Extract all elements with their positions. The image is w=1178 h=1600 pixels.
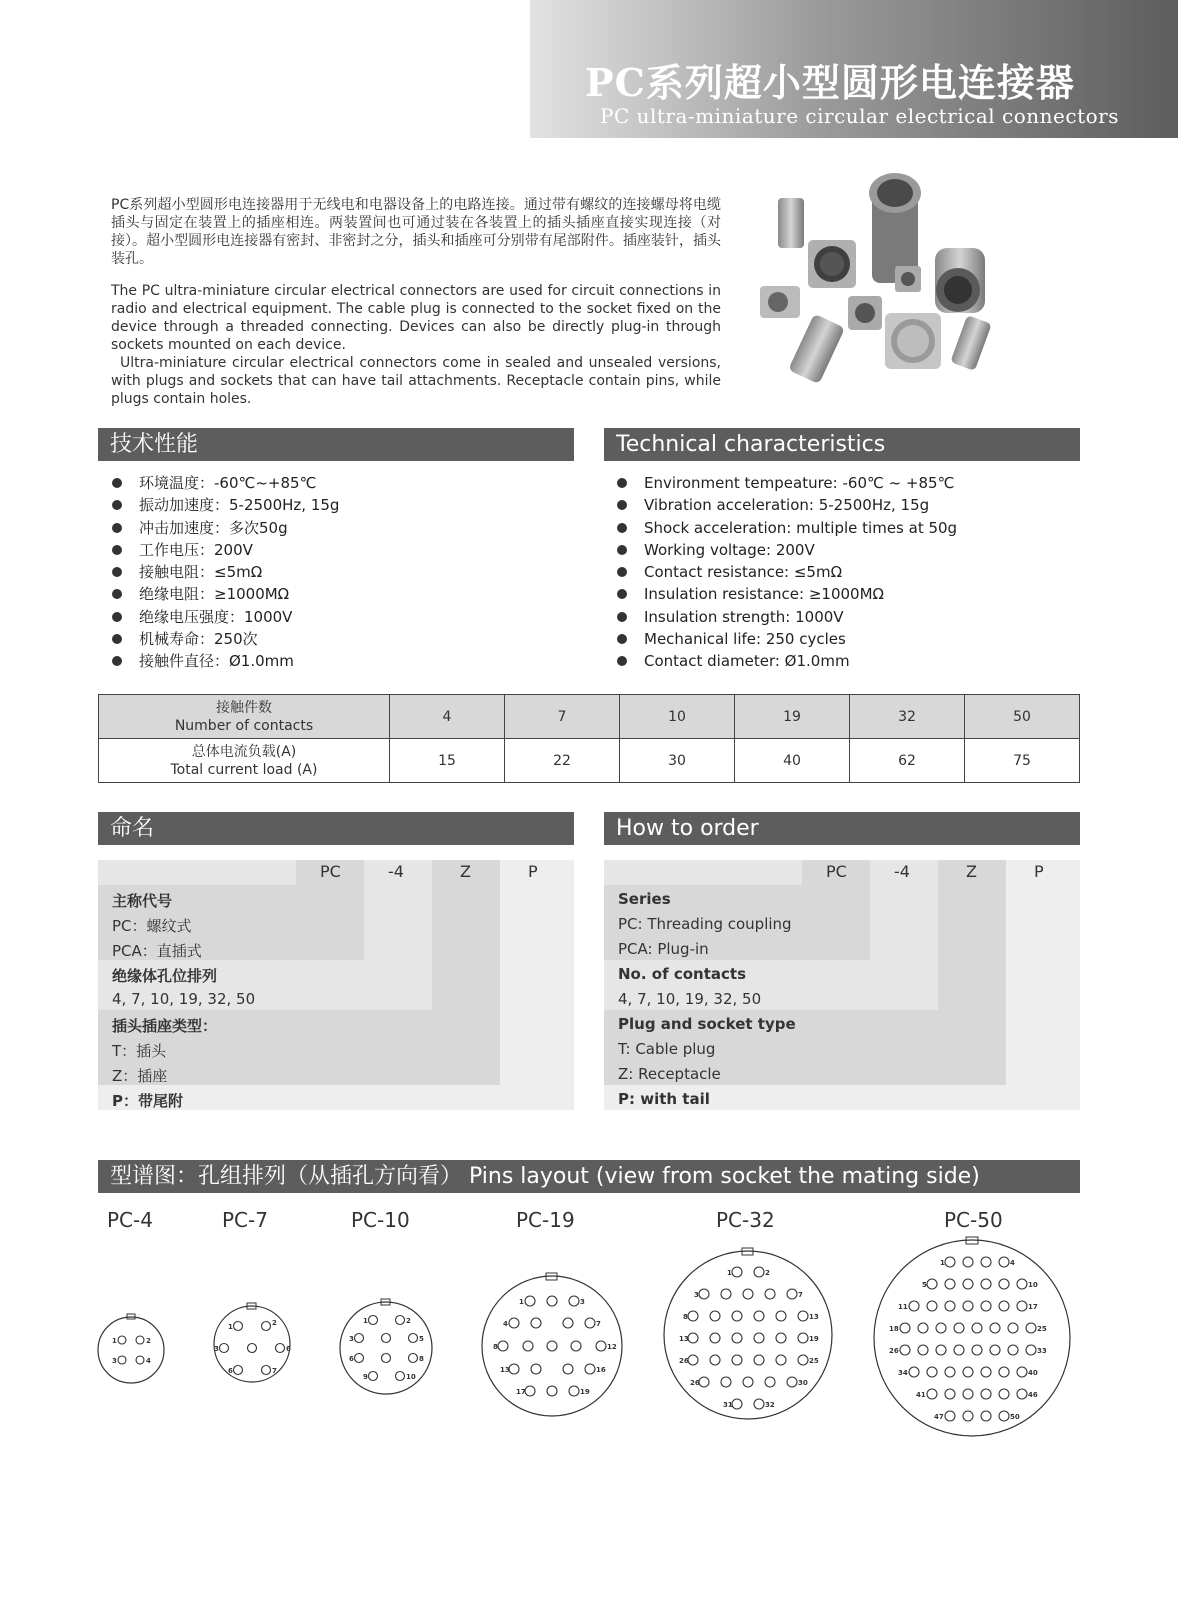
pin-holes [498,1296,606,1396]
svg-text:7: 7 [272,1367,277,1375]
order-line: 主称代号 [112,892,173,910]
order-line: 插头插座类型： [112,1017,218,1035]
order-line: T: Cable plug [618,1040,716,1058]
svg-text:26: 26 [889,1347,899,1355]
spec-item: 接触件直径：Ø1.0mm [112,650,339,672]
pin-holes [688,1267,808,1409]
order-line: 4, 7, 10, 19, 32, 50 [618,990,762,1008]
order-line: P: with tail [618,1090,710,1108]
svg-text:16: 16 [596,1366,606,1374]
svg-text:3: 3 [694,1291,699,1299]
spec-item: 工作电压：200V [112,539,339,561]
svg-text:34: 34 [898,1369,908,1377]
svg-text:19: 19 [580,1388,590,1396]
order-line: Z：插座 [112,1067,168,1085]
svg-text:41: 41 [916,1391,926,1399]
order-line: PCA：直插式 [112,942,202,960]
spec-item: 绝缘电压强度：1000V [112,606,339,628]
svg-text:2: 2 [272,1319,277,1327]
svg-text:6: 6 [349,1355,354,1363]
svg-text:3: 3 [214,1345,219,1353]
order-line: No. of contacts [618,965,746,983]
page-title: PC系列超小型圆形电连接器 [585,60,1075,105]
code-label: P [528,862,538,881]
svg-text:12: 12 [607,1343,617,1351]
svg-text:13: 13 [809,1313,819,1321]
pin-numbers [112,1259,1047,1421]
svg-text:10: 10 [1028,1281,1038,1289]
svg-text:25: 25 [809,1357,819,1365]
connector-outline [482,1276,622,1416]
naming-title-en: How to order [604,812,1080,845]
table-cell: 75 [965,739,1080,783]
layout-label: PC-50 [944,1208,1003,1232]
layout-label: PC-4 [107,1208,153,1232]
svg-text:50: 50 [1010,1413,1020,1421]
svg-text:1: 1 [727,1269,732,1277]
svg-text:47: 47 [934,1413,944,1421]
table-cell: 40 [735,739,850,783]
order-line: Z: Receptacle [618,1065,721,1083]
svg-text:2: 2 [146,1337,151,1345]
svg-text:26: 26 [679,1357,689,1365]
spec-item: 机械寿命：250次 [112,628,339,650]
svg-text:25: 25 [1037,1325,1047,1333]
tech-title-zh: 技术性能 [98,428,574,461]
spec-item: Vibration acceleration: 5-2500Hz, 15g [617,494,957,516]
svg-text:4: 4 [503,1320,508,1328]
svg-text:18: 18 [889,1325,899,1333]
svg-text:2: 2 [765,1269,770,1277]
code-label: Z [966,862,977,881]
svg-text:2: 2 [406,1317,411,1325]
intro-en-2: Ultra-miniature circular electrical connectors come in sealed and unsealed versions, with plugs and sockets that can have tail attachments. Receptacle contain pins, while plugs contain holes. [111,355,721,407]
code-label: -4 [894,862,910,881]
order-line: P：带尾附 [112,1092,183,1110]
code-label: PC [826,862,847,881]
svg-text:13: 13 [679,1335,689,1343]
table-header-cell: 接触件数 Number of contacts [99,695,390,739]
spec-item: Contact diameter: Ø1.0mm [617,650,957,672]
svg-text:1: 1 [228,1323,233,1331]
svg-text:3: 3 [580,1298,585,1306]
svg-text:1: 1 [940,1259,945,1267]
naming-title-zh: 命名 [98,812,574,845]
table-cell: 22 [505,739,620,783]
table-cell: 32 [850,695,965,739]
layout-label: PC-32 [716,1208,775,1232]
spec-item: Environment tempeature: -60℃ ~ +85℃ [617,472,957,494]
order-line: T：插头 [112,1042,167,1060]
svg-text:33: 33 [1037,1347,1047,1355]
spec-item: 接触电阻：≤5mΩ [112,561,339,583]
svg-text:40: 40 [1028,1369,1038,1377]
connector-outline [874,1240,1070,1436]
svg-text:30: 30 [798,1379,808,1387]
svg-text:5: 5 [419,1335,424,1343]
code-label: PC [320,862,341,881]
svg-text:7: 7 [596,1320,601,1328]
svg-text:7: 7 [798,1291,803,1299]
svg-text:17: 17 [1028,1303,1038,1311]
svg-text:31: 31 [723,1401,733,1409]
order-line: PCA: Plug-in [618,940,709,958]
spec-item: Mechanical life: 250 cycles [617,628,957,650]
connector-outline [98,1317,164,1383]
spec-item: Insulation strength: 1000V [617,606,957,628]
spec-item: 冲击加速度：多次50g [112,517,339,539]
pin-holes [355,1316,418,1381]
svg-text:9: 9 [363,1373,368,1381]
svg-text:8: 8 [683,1313,688,1321]
order-line: 4, 7, 10, 19, 32, 50 [112,990,256,1008]
spec-item: 绝缘电阻：≥1000MΩ [112,583,339,605]
svg-text:17: 17 [516,1388,526,1396]
svg-text:3: 3 [112,1357,117,1365]
spec-item: Shock acceleration: multiple times at 50g [617,517,957,539]
code-label: P [1034,862,1044,881]
svg-text:8: 8 [493,1343,498,1351]
table-header-cell: 总体电流负载(A) Total current load (A) [99,739,390,783]
table-cell: 19 [735,695,850,739]
svg-text:1: 1 [363,1317,368,1325]
tech-title-en: Technical characteristics [604,428,1080,461]
svg-text:26: 26 [690,1379,700,1387]
svg-text:46: 46 [1028,1391,1038,1399]
svg-text:6: 6 [228,1367,233,1375]
table-cell: 62 [850,739,965,783]
pin-holes [118,1336,144,1364]
order-line: 绝缘体孔位排列 [112,967,218,985]
table-cell: 10 [620,695,735,739]
spec-item: 振动加速度：5-2500Hz, 15g [112,494,339,516]
svg-text:3: 3 [349,1335,354,1343]
spec-item: Contact resistance: ≤5mΩ [617,561,957,583]
connector-outline [340,1302,432,1394]
svg-text:13: 13 [500,1366,510,1374]
pins-title: 型谱图：孔组排列（从插孔方向看） Pins layout (view from socket the mating side) [98,1160,1080,1193]
layout-label: PC-7 [222,1208,268,1232]
table-cell: 7 [505,695,620,739]
code-label: -4 [388,862,404,881]
svg-text:10: 10 [406,1373,416,1381]
order-line: Series [618,890,671,908]
table-cell: 4 [390,695,505,739]
table-cell: 30 [620,739,735,783]
table-cell: 15 [390,739,505,783]
svg-text:6: 6 [286,1345,291,1353]
order-line: Plug and socket type [618,1015,796,1033]
svg-text:1: 1 [519,1298,524,1306]
svg-text:19: 19 [809,1335,819,1343]
layout-label: PC-10 [351,1208,410,1232]
svg-text:5: 5 [922,1281,927,1289]
order-line: PC：螺纹式 [112,917,192,935]
svg-text:11: 11 [898,1303,908,1311]
intro-zh: PC系列超小型圆形电连接器用于无线电和电器设备上的电路连接。通过带有螺纹的连接螺母将电缆插头与固定在装置上的插座相连。两装置间也可通过装在各装置上的插头插座直接实现连接（对接）。超小型圆形电连接器有密封、非密封之分，插头和插座可分别带有尾部附件。插座装针，插头装孔。 [111,197,721,267]
spec-item: Working voltage: 200V [617,539,957,561]
intro-en-1: The PC ultra-miniature circular electrical connectors are used for circuit connections in radio and electrical equipment. The cable plug is connected to the socket fixed on the device through a threaded connecting. Devices can also be directly plug-in through sockets mounted on each device. [111,283,721,353]
svg-text:4: 4 [146,1357,151,1365]
table-cell: 50 [965,695,1080,739]
code-label: Z [460,862,471,881]
layout-label: PC-19 [516,1208,575,1232]
spec-item: Insulation resistance: ≥1000MΩ [617,583,957,605]
page-subtitle: PC ultra-miniature circular electrical connectors [600,104,1119,128]
order-line: PC: Threading coupling [618,915,792,933]
svg-text:32: 32 [765,1401,775,1409]
spec-item: 环境温度：-60℃~+85℃ [112,472,339,494]
svg-text:4: 4 [1010,1259,1015,1267]
svg-text:8: 8 [419,1355,424,1363]
svg-text:1: 1 [112,1337,117,1345]
